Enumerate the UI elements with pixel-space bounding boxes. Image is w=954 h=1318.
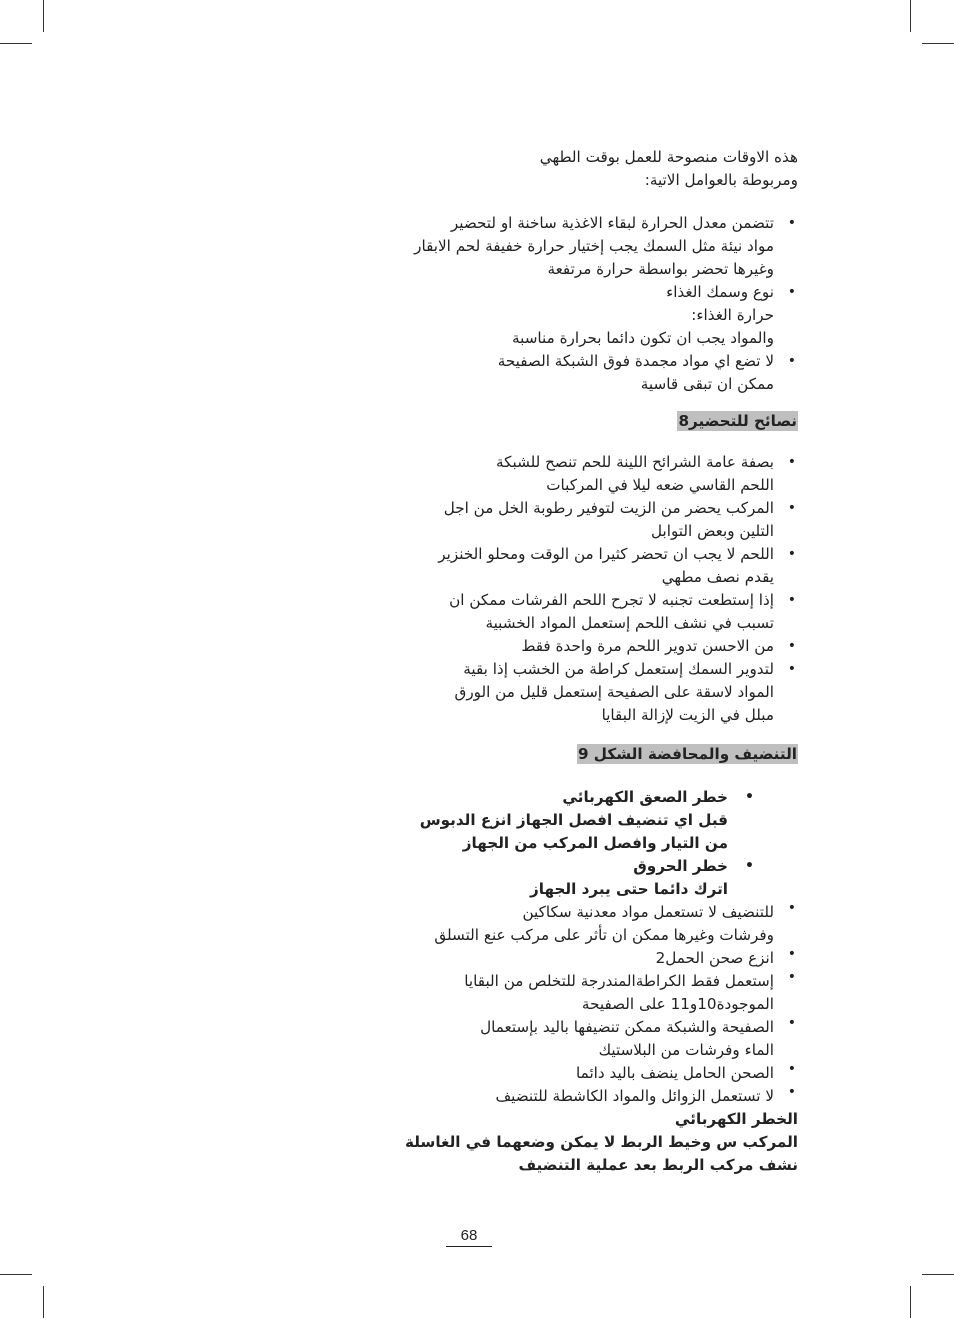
cooking-factors-list [395, 212, 798, 396]
list-item: • بصفة عامة الشرائح اللينة للحم تنصح للشبكة اللحم القاسي ضعه ليلا في المركبات [395, 451, 798, 497]
list-item: • انزع صحن الحمل2 [395, 947, 798, 970]
list-item: • الصفيحة والشبكة ممكن تنضيفها باليد بإستعمال الماء وفرشات من البلاستيك [395, 1016, 798, 1062]
list-item: • تتضمن معدل الحرارة لبقاء الاغذية ساخنة او لتحضير مواد نيئة مثل السمك يجب إختيار حرارة خفيفة لحم الابقار وغيرها تحضر بواسطة حرارة مرتفعة [395, 212, 798, 281]
crop-mark [922, 1274, 954, 1275]
crop-mark [910, 0, 911, 32]
intro-paragraph: هذه الاوقات منصوحة للعمل بوقت الطهي ومربوطة بالعوامل الاتية: [539, 148, 798, 189]
list-item: • نوع وسمك الغذاء حرارة الغذاء: والمواد يجب ان تكون دائما بحرارة مناسبة [395, 281, 798, 350]
list-item: • للتنضيف لا تستعمل مواد معدنية سكاكين وفرشات وغيرها ممكن ان تأثر على مركب عنع التسلق [395, 901, 798, 947]
crop-mark [43, 0, 44, 32]
page-number: 68 [446, 1227, 492, 1247]
cooking-tips-list [395, 451, 798, 727]
manual-page-content [395, 146, 798, 1177]
safety-warnings-list [395, 786, 798, 901]
list-item: • إستعمل فقط الكراطةالمندرجة للتخلص من البقايا الموجودة10و11 على الصفيحة [395, 970, 798, 1016]
electrical-warning-block: الخطر الكهربائي المركب س وخيط الربط لا يمكن وضعهما في الغاسلة نشف مركب الربط بعد عملية التنضيف [404, 1110, 798, 1174]
list-item: • الصحن الحامل ينضف باليد دائما [395, 1062, 798, 1085]
crop-mark [0, 43, 32, 44]
list-item: • المركب يحضر من الزيت لتوفير رطوبة الخل من اجل التلين وبعض التوابل [395, 497, 798, 543]
list-item: • من الاحسن تدوير اللحم مرة واحدة فقط [395, 635, 798, 658]
warning-item: • خطر الصعق الكهربائي قبل اي تنضيف افصل الجهاز انزع الدبوس من التيار وافصل المركب من الجهاز [395, 786, 798, 855]
cleaning-steps-list [395, 901, 798, 1108]
list-item: • إذا إستطعت تجنبه لا تجرح اللحم الفرشات ممكن ان تسبب في نشف اللحم إستعمل المواد الخشبية [395, 589, 798, 635]
crop-mark [910, 1286, 911, 1318]
list-item: • لا تضع اي مواد مجمدة فوق الشبكة الصفيحة ممكن ان تبقى قاسية [395, 350, 798, 396]
crop-mark [43, 1286, 44, 1318]
list-item: • لا تستعمل الزوائل والمواد الكاشطة للتنضيف [395, 1085, 798, 1108]
crop-mark [922, 43, 954, 44]
section-heading-cooking-tips: نصائح للتحضير8 [678, 412, 797, 430]
crop-mark [0, 1274, 32, 1275]
warning-item: • خطر الحروق اترك دائما حتى يبرد الجهاز [395, 855, 798, 901]
list-item: • اللحم لا يجب ان تحضر كثيرا من الوقت ومحلو الخنزير يقدم نصف مطهي [395, 543, 798, 589]
section-heading-cleaning: التنضيف والمحافضة الشكل 9 [577, 745, 797, 763]
list-item: • لتدوير السمك إستعمل كراطة من الخشب إذا بقية المواد لاسقة على الصفيحة إستعمل قليل من الورق مبلل في الزيت لإزالة البقايا [395, 658, 798, 727]
